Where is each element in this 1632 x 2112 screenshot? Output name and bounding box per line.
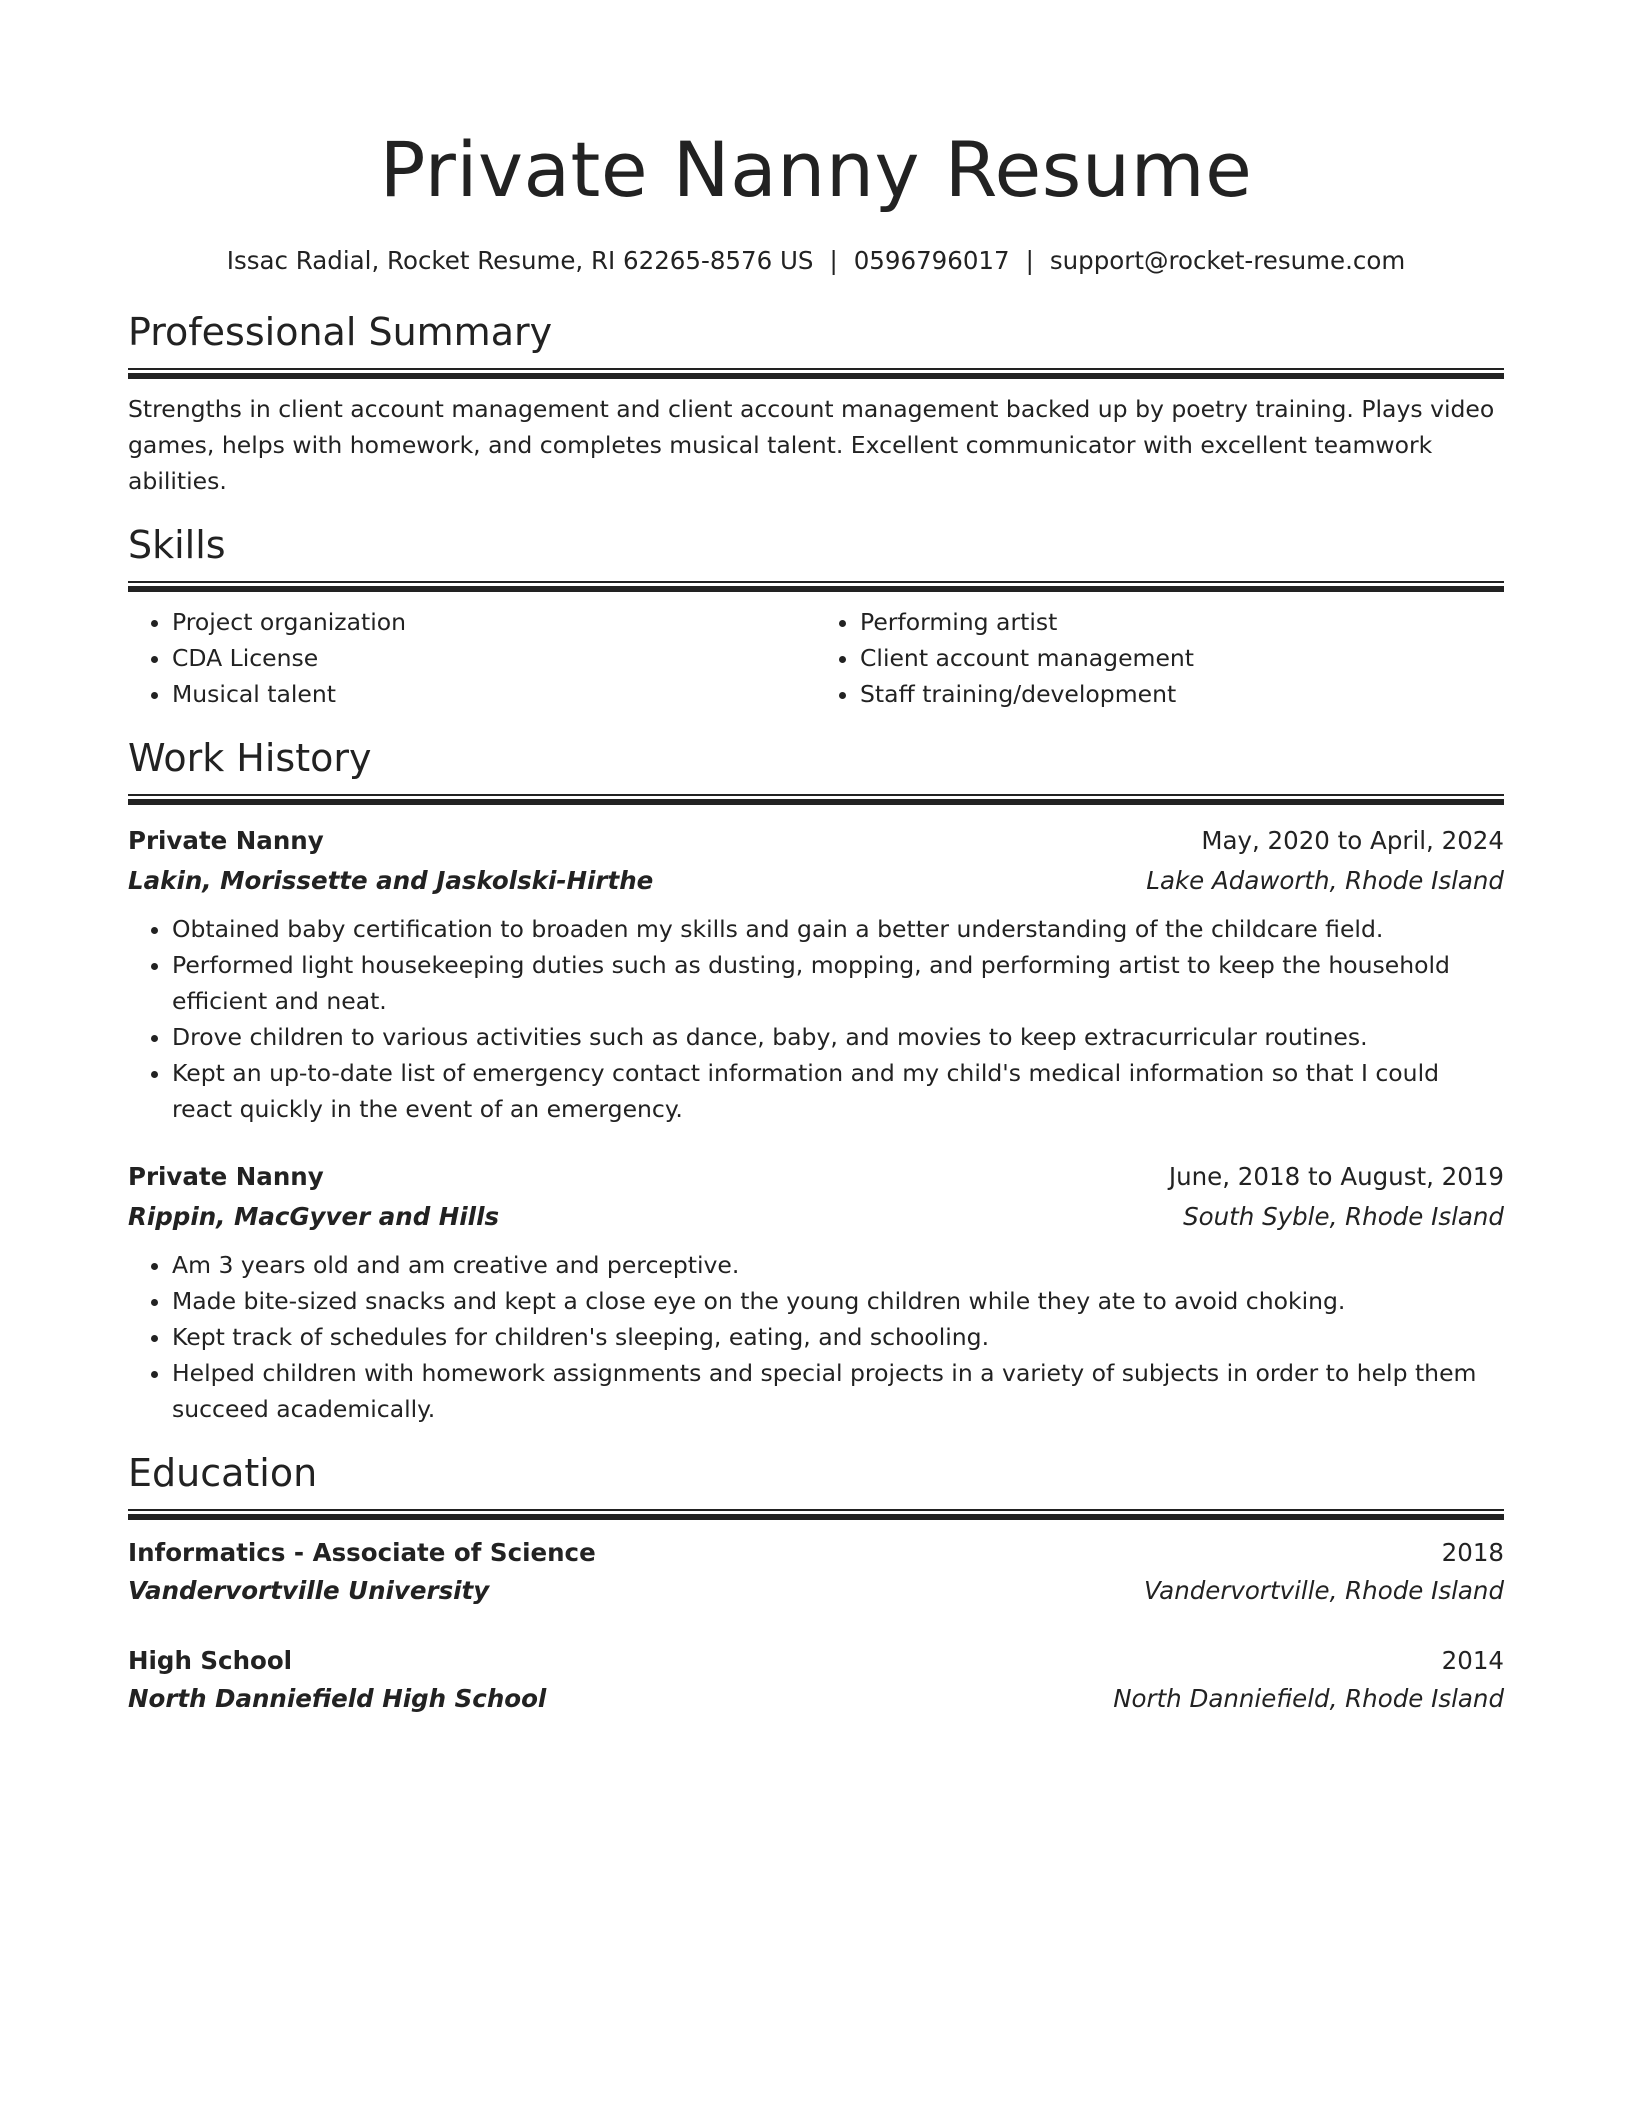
education-degree: High School bbox=[128, 1646, 293, 1675]
page-title: Private Nanny Resume bbox=[379, 125, 1253, 214]
summary-heading: Professional Summary bbox=[128, 310, 553, 354]
education-heading: Education bbox=[128, 1451, 318, 1495]
education-year: 2018 bbox=[1441, 1538, 1504, 1567]
job-role: Private Nanny bbox=[128, 1162, 324, 1191]
skill-item: • Project organization bbox=[172, 604, 816, 640]
job-employer: Lakin, Morissette and Jaskolski-Hirthe bbox=[128, 866, 654, 895]
job-title-row bbox=[128, 1157, 1504, 1197]
education-section bbox=[128, 1449, 1504, 1718]
section-divider bbox=[128, 368, 1504, 379]
skill-item: • CDA License bbox=[172, 640, 816, 676]
skill-item: • Client account management bbox=[860, 640, 1504, 676]
job-bullet: • Helped children with homework assignments and special projects in a variety of subjects in order to help them succeed academically. bbox=[172, 1355, 1504, 1427]
summary-text: Strengths in client account management and client account management backed up by poetry training. Plays video games, helps with homework, and completes musical talent. Excellent communicator with excellent teamwork abilities. bbox=[128, 395, 1495, 495]
job-bullet: • Drove children to various activities such as dance, baby, and movies to keep extracurricular routines. bbox=[172, 1019, 1504, 1055]
job-bullet: • Made bite-sized snacks and kept a close eye on the young children while they ate to avoid choking. bbox=[172, 1283, 1504, 1319]
education-school-row bbox=[128, 1572, 1504, 1610]
skills-list-right bbox=[816, 604, 1504, 712]
job-employer-row bbox=[128, 1197, 1504, 1237]
education-year: 2014 bbox=[1441, 1646, 1504, 1675]
skills-list-left bbox=[128, 604, 816, 712]
education-location: North Danniefield, Rhode Island bbox=[1113, 1684, 1504, 1713]
education-degree-row bbox=[128, 1642, 1504, 1680]
job-dates: May, 2020 to April, 2024 bbox=[1201, 826, 1504, 855]
job-bullet: • Obtained baby certification to broaden my skills and gain a better understanding of the childcare field. bbox=[172, 911, 1504, 947]
education-degree-row bbox=[128, 1534, 1504, 1572]
education-location: Vandervortville, Rhode Island bbox=[1143, 1576, 1504, 1605]
summary-section bbox=[128, 308, 1504, 499]
work-history-heading: Work History bbox=[128, 736, 372, 780]
education-degree: Informatics - Associate of Science bbox=[128, 1538, 596, 1567]
contact-line bbox=[128, 246, 1504, 276]
job-entry bbox=[128, 1157, 1504, 1427]
skills-columns bbox=[128, 604, 1504, 712]
skills-heading: Skills bbox=[128, 523, 226, 567]
job-bullets bbox=[128, 1247, 1504, 1427]
job-employer-row bbox=[128, 861, 1504, 901]
skill-item: • Staff training/development bbox=[860, 676, 1504, 712]
job-employer: Rippin, MacGyver and Hills bbox=[128, 1202, 500, 1231]
job-location: South Syble, Rhode Island bbox=[1183, 1202, 1504, 1231]
job-title-row bbox=[128, 821, 1504, 861]
job-bullet: • Am 3 years old and am creative and perceptive. bbox=[172, 1247, 1504, 1283]
education-school: Vandervortville University bbox=[128, 1576, 490, 1605]
education-entry bbox=[128, 1642, 1504, 1718]
job-bullet: • Kept an up-to-date list of emergency contact information and my child's medical information so that I could react quickly in the event of an emergency. bbox=[172, 1055, 1504, 1127]
section-divider bbox=[128, 581, 1504, 592]
skill-item: • Musical talent bbox=[172, 676, 816, 712]
contact-separator: | bbox=[829, 246, 838, 275]
job-entry bbox=[128, 821, 1504, 1127]
job-bullet: • Kept track of schedules for children's sleeping, eating, and schooling. bbox=[172, 1319, 1504, 1355]
skill-item: • Performing artist bbox=[860, 604, 1504, 640]
education-school: North Danniefield High School bbox=[128, 1684, 547, 1713]
education-entry bbox=[128, 1534, 1504, 1610]
skills-section bbox=[128, 521, 1504, 712]
job-bullets bbox=[128, 911, 1504, 1127]
job-role: Private Nanny bbox=[128, 826, 324, 855]
contact-email: support@rocket-resume.com bbox=[1049, 246, 1406, 275]
work-history-section bbox=[128, 734, 1504, 1427]
contact-address: Issac Radial, Rocket Resume, RI 62265-8576 US bbox=[226, 246, 814, 275]
job-location: Lake Adaworth, Rhode Island bbox=[1146, 866, 1504, 895]
education-school-row bbox=[128, 1680, 1504, 1718]
job-dates: June, 2018 to August, 2019 bbox=[1168, 1162, 1504, 1191]
job-bullet: • Performed light housekeeping duties such as dusting, mopping, and performing artist to keep the household efficient and neat. bbox=[172, 947, 1504, 1019]
section-divider bbox=[128, 794, 1504, 805]
contact-separator: | bbox=[1025, 246, 1034, 275]
contact-phone: 0596796017 bbox=[853, 246, 1010, 275]
section-divider bbox=[128, 1509, 1504, 1520]
